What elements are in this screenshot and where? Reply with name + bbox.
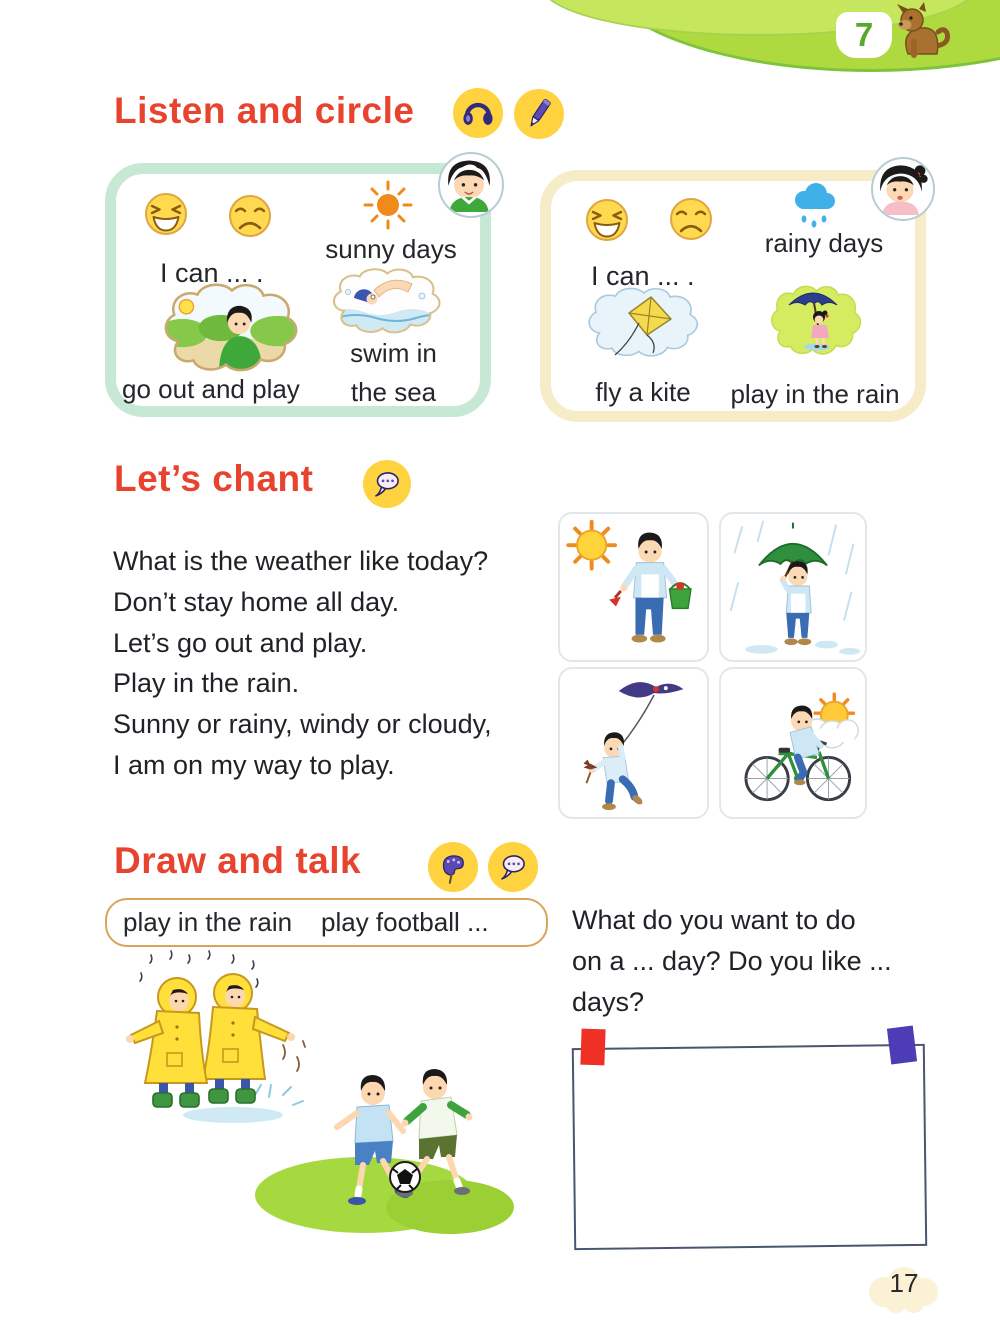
page-number: 17	[889, 1268, 919, 1298]
play-in-the-rain-picture[interactable]	[765, 283, 867, 359]
sad-face-icon[interactable]	[669, 197, 713, 241]
picture-windy-day	[558, 667, 709, 819]
phrase-hint-box	[105, 898, 548, 947]
chant-line: Don’t stay home all day.	[113, 586, 400, 617]
weather-label-sunny: sunny days	[325, 234, 457, 264]
laughing-face-icon[interactable]	[144, 192, 188, 236]
picture-rainy-day	[719, 512, 867, 662]
question-line: days?	[572, 987, 645, 1017]
fly-a-kite-picture[interactable]	[581, 285, 705, 361]
weather-label-rainy: rainy days	[764, 228, 884, 258]
section-title-draw-and-talk: Draw and talk	[114, 840, 362, 881]
picture-sunny-day	[558, 512, 709, 662]
activity-label-rain: play in the rain	[730, 379, 900, 409]
drawing-area[interactable]	[572, 1044, 927, 1250]
prompt-i-can: I can ... .	[160, 258, 264, 288]
rain-cloud-icon	[789, 181, 841, 231]
unit-number: 7	[854, 16, 874, 53]
activity-label-swim-line1: swim in	[350, 338, 437, 368]
headphones-icon	[453, 88, 503, 138]
chant-line: Let’s go out and play.	[113, 627, 368, 658]
red-tape	[580, 1029, 605, 1066]
activity-label-kite: fly a kite	[595, 377, 691, 407]
laughing-face-icon[interactable]	[585, 198, 629, 242]
sad-face-icon[interactable]	[228, 194, 272, 238]
chant-line: Play in the rain.	[113, 668, 300, 699]
phrase-hints: play in the rain play football ...	[123, 907, 489, 937]
speech-bubble-icon	[488, 842, 538, 892]
talk-question	[572, 900, 892, 1023]
activity-label-go-out: go out and play	[122, 374, 300, 404]
listen-card-sunny	[105, 163, 491, 417]
swim-in-the-sea-picture[interactable]	[326, 266, 450, 338]
go-out-and-play-picture[interactable]	[156, 280, 308, 376]
section-title-listen-and-circle: Listen and circle	[114, 90, 415, 131]
prompt-i-can: I can ... .	[591, 261, 695, 291]
dog-mascot-icon	[872, 2, 950, 60]
chant-line: What is the weather like today?	[113, 546, 489, 576]
activity-label-swim-line2: the sea	[350, 377, 437, 407]
question-line: on a ... day? Do you like ...	[572, 946, 892, 976]
palette-icon	[428, 842, 478, 892]
chant-line: Sunny or rainy, windy or cloudy,	[113, 709, 492, 740]
section-title-lets-chant: Let’s chant	[114, 458, 314, 499]
chant-text	[113, 541, 492, 786]
raincoat-and-football-illustration	[105, 945, 515, 1240]
blue-tape	[887, 1026, 917, 1065]
question-line: What do you want to do	[572, 905, 856, 935]
pencil-icon	[514, 89, 564, 139]
sun-icon	[361, 178, 415, 232]
picture-cloudy-day	[719, 667, 867, 819]
girl-avatar	[871, 157, 935, 221]
boy-avatar	[438, 152, 504, 218]
speech-bubble-icon	[363, 460, 411, 508]
chant-line: I am on my way to play.	[113, 749, 395, 780]
listen-card-rainy	[540, 170, 926, 422]
